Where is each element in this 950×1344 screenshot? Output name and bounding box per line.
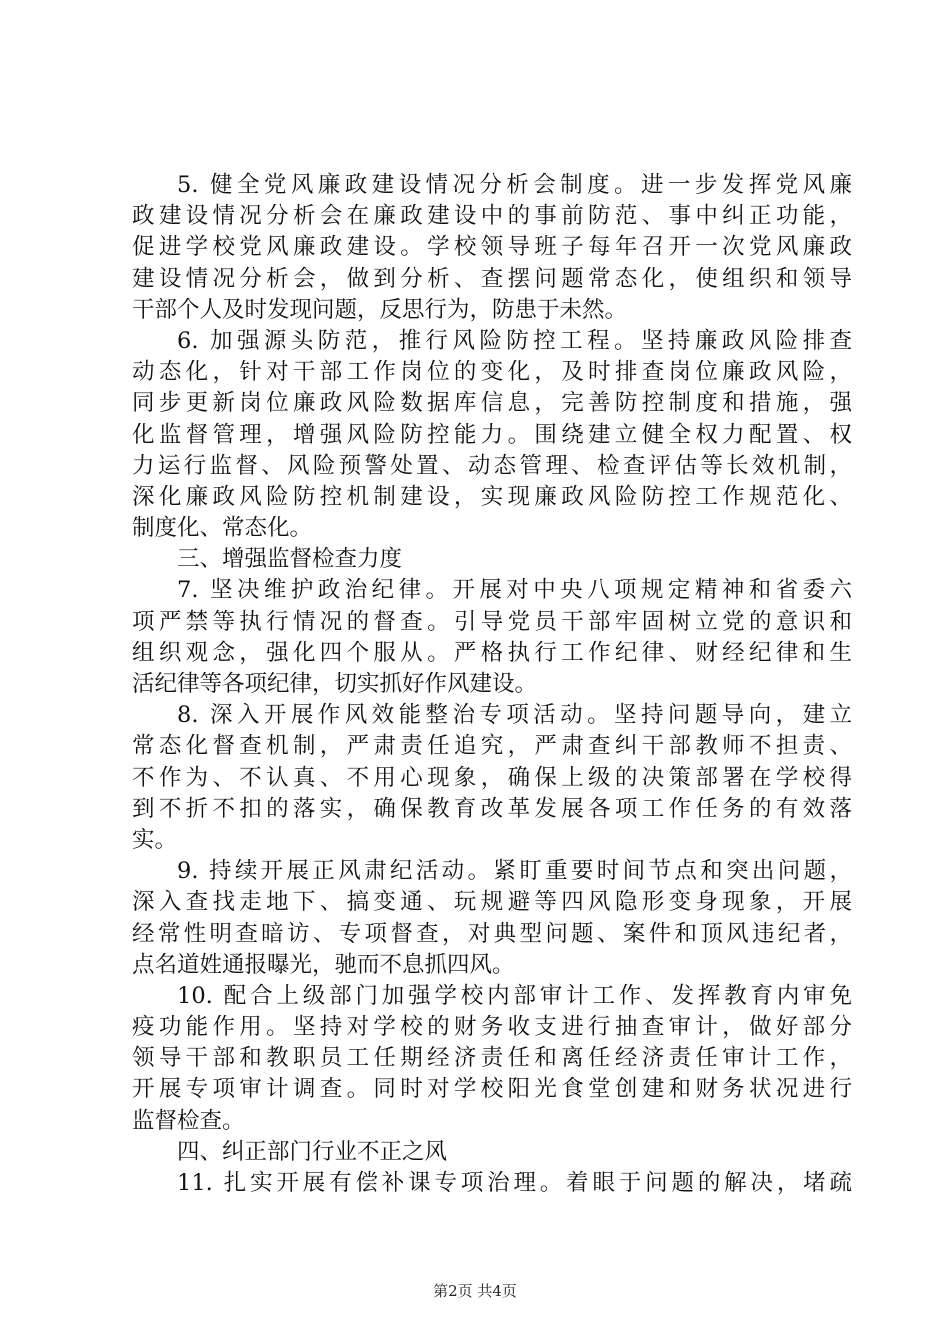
page-footer: 第2页 共4页 xyxy=(433,1282,517,1300)
text-line: 10. 配合上级部门加强学校内部审计工作、发挥教育内审免 xyxy=(177,982,852,1009)
text-line: 同步更新岗位廉政风险数据库信息，完善防控制度和措施，强 xyxy=(132,390,852,417)
text-line: 疫功能作用。坚持对学校的财务收支进行抽查审计，做好部分 xyxy=(132,1014,852,1041)
text-line: 三、增强监督检查力度 xyxy=(177,546,403,573)
text-line: 实。 xyxy=(132,826,178,853)
text-line: 领导干部和教职员工任期经济责任和离任经济责任审计工作， xyxy=(132,1045,852,1072)
text-line: 开展专项审计调查。同时对学校阳光食堂创建和财务状况进行 xyxy=(132,1076,852,1103)
document-body xyxy=(132,170,852,1199)
text-line: 经常性明查暗访、专项督查，对典型问题、案件和顶风违纪者， xyxy=(132,920,852,947)
text-line: 组织观念，强化四个服从。严格执行工作纪律、财经纪律和生 xyxy=(132,639,852,666)
text-line: 深化廉政风险防控机制建设，实现廉政风险防控工作规范化、 xyxy=(132,483,852,510)
text-line: 化监督管理，增强风险防控能力。围绕建立健全权力配置、权 xyxy=(132,421,852,448)
text-line: 深入查找走地下、搞变通、玩规避等四风隐形变身现象，开展 xyxy=(132,889,852,916)
text-line: 建设情况分析会，做到分析、查摆问题常态化，使组织和领导 xyxy=(132,265,852,292)
text-line: 不作为、不认真、不用心现象，确保上级的决策部署在学校得 xyxy=(132,764,852,791)
text-line: 项严禁等执行情况的督查。引导党员干部牢固树立党的意识和 xyxy=(132,608,852,635)
text-line: 9. 持续开展正风肃纪活动。紧盯重要时间节点和突出问题， xyxy=(177,858,852,885)
text-line: 到不折不扣的落实，确保教育改革发展各项工作任务的有效落 xyxy=(132,795,852,822)
text-line: 制度化、常态化。 xyxy=(132,515,313,542)
text-line: 干部个人及时发现问题，反思行为，防患于未然。 xyxy=(132,296,628,323)
text-line: 8. 深入开展作风效能整治专项活动。坚持问题导向，建立 xyxy=(177,702,852,729)
text-line: 监督检查。 xyxy=(132,1107,245,1134)
text-line: 四、纠正部门行业不正之风 xyxy=(177,1138,448,1165)
text-line: 力运行监督、风险预警处置、动态管理、检查评估等长效机制， xyxy=(132,452,852,479)
text-line: 5. 健全党风廉政建设情况分析会制度。进一步发挥党风廉 xyxy=(177,172,852,198)
text-line: 活纪律等各项纪律，切实抓好作风建设。 xyxy=(132,671,538,697)
text-line: 点名道姓通报曝光，驰而不息抓四风。 xyxy=(132,951,515,978)
text-line: 11. 扎实开展有偿补课专项治理。着眼于问题的解决，堵疏 xyxy=(177,1170,852,1196)
text-line: 常态化督查机制，严肃责任追究，严肃查纠干部教师不担责、 xyxy=(132,733,852,760)
text-line: 促进学校党风廉政建设。学校领导班子每年召开一次党风廉政 xyxy=(132,234,852,261)
text-line: 6. 加强源头防范，推行风险防控工程。坚持廉政风险排查 xyxy=(177,327,852,354)
text-line: 政建设情况分析会在廉政建设中的事前防范、事中纠正功能， xyxy=(132,203,852,230)
text-line: 动态化，针对干部工作岗位的变化，及时排查岗位廉政风险， xyxy=(132,359,852,386)
text-line: 7. 坚决维护政治纪律。开展对中央八项规定精神和省委六 xyxy=(177,577,852,604)
